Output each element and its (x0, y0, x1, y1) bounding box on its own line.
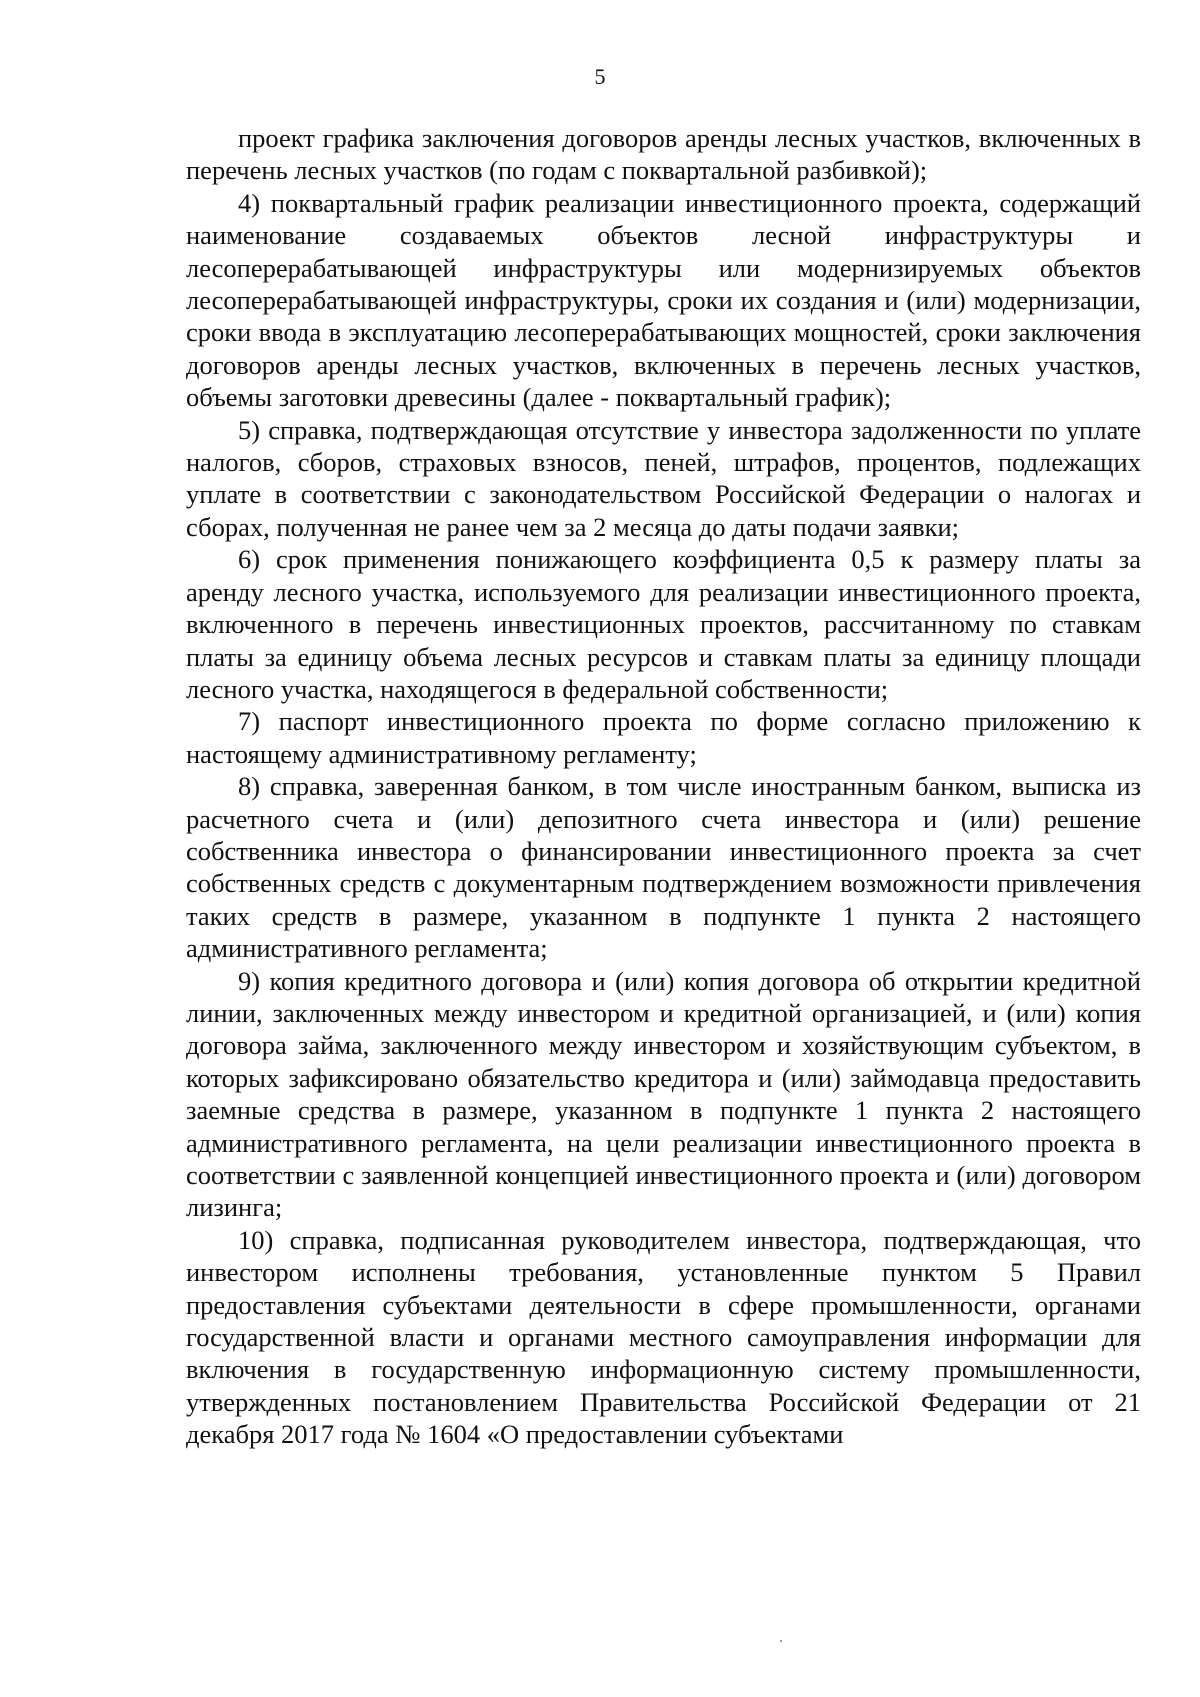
paragraph-item-6: 6) срок применения понижающего коэффициента 0,5 к размеру платы за аренду лесного участка, используемого для реализации инвестиционного проекта, включенного в перечень инвестиционных проектов, рассчитанному по ставкам платы за единицу объема лесных ресурсов и ставкам платы за единицу площади лесного участка, находящегося в федеральной собственности; (186, 544, 1141, 704)
page-number: 5 (594, 64, 606, 89)
paragraph-schedule-draft: проект графика заключения договоров аренды лесных участков, включенных в перечень лесных участков (по годам с поквартальной разбивкой); (186, 123, 1141, 186)
paragraph-item-5: 5) справка, подтверждающая отсутствие у инвестора задолженности по уплате налогов, сборов, страховых взносов, пеней, штрафов, процентов, подлежащих уплате в соответствии с законодательством Российской Федерации о налогах и сборах, полученная не ранее чем за 2 месяца до даты подачи заявки; (186, 414, 1141, 542)
paragraph-item-9: 9) копия кредитного договора и (или) копия договора об открытии кредитной линии, заключенных между инвестором и кредитной организацией, и (или) копия договора займа, заключенного между инвестором и хозяйствующим субъектом, в которых зафиксировано обязательство кредитора и (или) займодавца предоставить заемные средства в размере, указанном в подпункте 1 пункта 2 настоящего административного регламента, на цели реализации инвестиционного проекта в соответствии с заявленной концепцией инвестиционного проекта и (или) договором лизинга; (186, 965, 1141, 1223)
scan-speck (780, 1640, 782, 1642)
document-body (186, 122, 1141, 1451)
paragraph-item-7: 7) паспорт инвестиционного проекта по форме согласно приложению к настоящему административному регламенту; (186, 706, 1141, 769)
paragraph-item-4: 4) поквартальный график реализации инвестиционного проекта, содержащий наименование создаваемых объектов лесной инфраструктуры и лесоперерабатывающей инфраструктуры или модернизируемых объектов лесоперерабатывающей инфраструктуры, сроки их создания и (или) модернизации, сроки ввода в эксплуатацию лесоперерабатывающих мощностей, сроки заключения договоров аренды лесных участков, включенных в перечень лесных участков, объемы заготовки древесины (далее - поквартальный график); (186, 187, 1141, 413)
paragraph-item-10: 10) справка, подписанная руководителем инвестора, подтверждающая, что инвестором исполнены требования, установленные пунктом 5 Правил предоставления субъектами деятельности в сфере промышленности, органами государственной власти и органами местного самоуправления информации для включения в государственную информационную систему промышленности, утвержденных постановлением Правительства Российской Федерации от 21 декабря 2017 года № 1604 «О предоставлении субъектами (186, 1224, 1141, 1450)
paragraph-item-8: 8) справка, заверенная банком, в том числе иностранным банком, выписка из расчетного счета и (или) депозитного счета инвестора и (или) решение собственника инвестора о финансировании инвестиционного проекта за счет собственных средств с документарным подтверждением возможности привлечения таких средств в размере, указанном в подпункте 1 пункта 2 настоящего административного регламента; (186, 771, 1141, 964)
